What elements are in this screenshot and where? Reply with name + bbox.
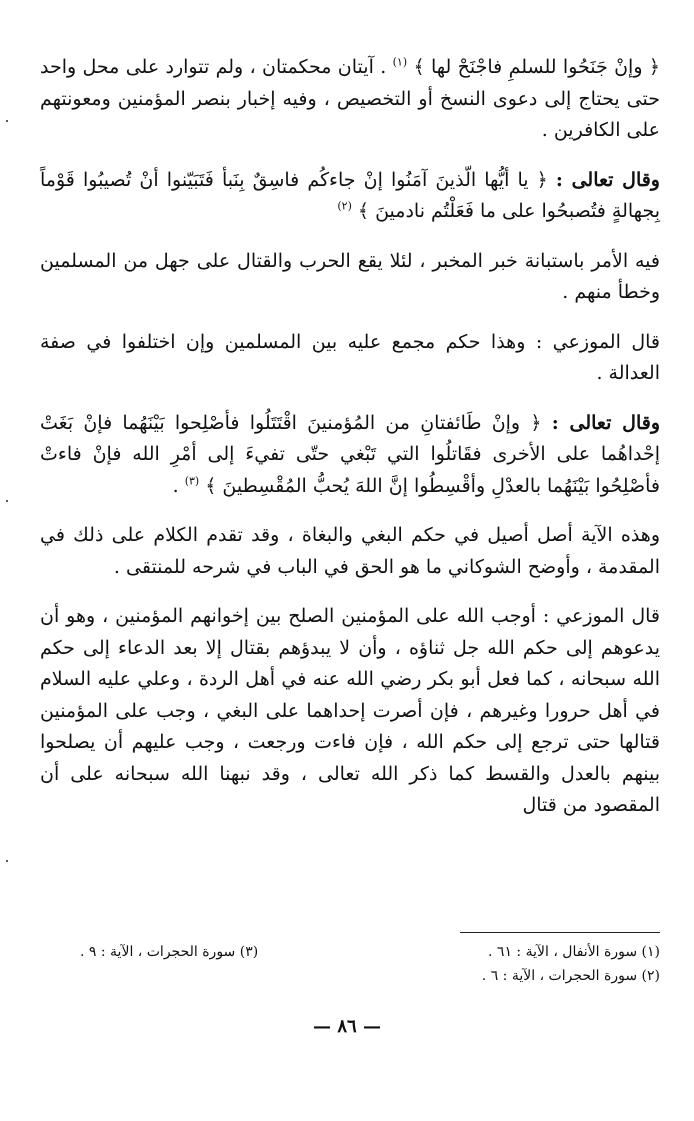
paragraph-6 (40, 520, 660, 583)
footnote-ref: (١) (392, 55, 408, 69)
footnote-row (80, 964, 660, 988)
paragraph-2 (40, 165, 660, 228)
footnote-2: (٢) سورة الحجرات ، الآية : ٦ . (481, 968, 660, 984)
paragraph-text: وهذه الآية أصل أصيل في حكم البغي والبغاة ، وقد تقدم الكلام على ذلك في المقدمة ، وأوضح الشوكاني ما هو الحق في الباب في شرحه للمنتقى . (40, 524, 660, 578)
paragraph-text: فيه الأمر باستبانة خبر المخبر ، لئلا يقع الحرب والقتال على جهل من المسلمين وخطأ منهم . (40, 249, 660, 303)
quran-quote: ﴿ يا أيُّها الّذينَ آمَنُوا إنْ جاءكُم فاسِقٌ بِنَبأ فَتَبَيّنوا أنْ تُصيبُوا قَوْماً بِجهالةٍ فتُصبحُوا على ما فَعَلْتُم نادمينَ ﴾ (40, 168, 660, 222)
page-body (40, 52, 660, 840)
footnotes (80, 940, 660, 988)
footnote-ref: (٢) (337, 199, 352, 213)
page-number: — ٨٦ — (313, 1016, 381, 1037)
paragraph-3 (40, 246, 660, 309)
paragraph-1 (40, 52, 660, 147)
quran-quote: ﴿ وإنْ جَنَحُوا للسلمِ فاجْنَحْ لها ﴾ (413, 56, 660, 78)
quran-quote: ﴿ وإنْ طَائفتانِ من المُؤمنينَ اقْتَتَلُوا فأصْلِحوا بَيْنَهُما فإنْ بَغَتْ إحْداهُما على الأخرى فقَاتلُوا التي تَبْغي حتّى تفيءَ إلى أمْرِ الله فإنْ فاءتْ فأصْلِحُوا بَيْنَهُما بالعدْلِ وأقْسِطُوا إنَّ اللهَ يُحبُّ المُقْسِطينَ ﴾ (40, 411, 660, 497)
scan-mark (6, 120, 8, 122)
footnote-1: (١) سورة الأنفال ، الآية : ٦١ . (488, 944, 660, 960)
scan-mark (6, 860, 8, 862)
paragraph-7 (40, 601, 660, 822)
paragraph-text: قال الموزعي : وهذا حكم مجمع عليه بين المسلمين وإن اختلفوا في صفة العدالة . (40, 330, 660, 384)
scan-mark (6, 500, 8, 502)
paragraph-text: قال الموزعي : أوجب الله على المؤمنين الصلح بين إخوانهم المؤمنين ، وهو أن يدعوهم إلى حكم الله جل ثناؤه ، وأن لا يبدؤهم بقتال إلا بعد الدعاء إلى حكم الله سبحانه ، كما فعل أبو بكر رضي الله عنه في أهل الردة ، وعلي عليه السلام في أهل حرورا وغيرهم ، فإن أصرت إحداهما على البغي ، وجب على المؤمنين قتالها حتى ترجع إلى حكم الله ، فإن فاءت ورجعت ، وجب عليهم أن يصلحوا بينهم بالعدل والقسط كما ذكر الله تعالى ، وقد نبهنا الله سبحانه على أن المقصود من قتال (40, 605, 660, 816)
footnote-row (80, 940, 660, 964)
paragraph-4 (40, 327, 660, 390)
footnote-divider (460, 932, 660, 933)
paragraph-text: . آيتان محكمتان ، ولم تتوارد على محل واحد حتى يحتاج إلى دعوى النسخ أو التخصيص ، وفيه إخبار بنصر المؤمنين ومعونتهم على الكافرين . (40, 56, 660, 141)
paragraph-text: . (172, 474, 179, 497)
footnote-ref: (٣) (184, 474, 200, 488)
paragraph-lead: وقال تعالى : (555, 168, 660, 191)
paragraph-lead: وقال تعالى : (551, 411, 660, 434)
footnote-3: (٣) سورة الحجرات ، الآية : ٩ . (80, 944, 259, 960)
paragraph-5 (40, 408, 660, 503)
